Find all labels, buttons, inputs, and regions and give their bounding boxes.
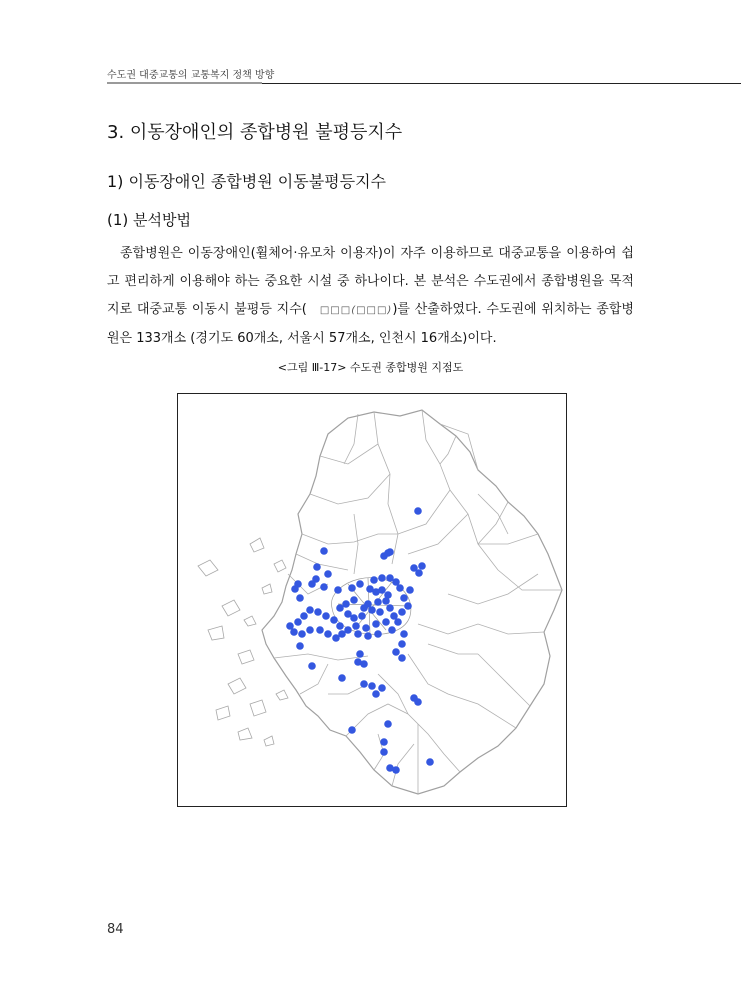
hospital-point bbox=[378, 574, 386, 582]
hospital-point bbox=[360, 680, 368, 688]
hospital-point bbox=[356, 580, 364, 588]
hospital-point bbox=[386, 604, 394, 612]
hospital-point bbox=[356, 650, 364, 658]
hospital-point bbox=[291, 585, 299, 593]
subsection-title: 1) 이동장애인 종합병원 이동불평등지수 bbox=[107, 172, 386, 191]
hospital-point bbox=[322, 612, 330, 620]
hospital-point bbox=[380, 738, 388, 746]
body-text-after: )를 산출하였다. 수도권에 위치하는 종합병원은 133개소 (경기도 60개소, 서울시 57개소, 인천시 16개소)이다. bbox=[107, 302, 634, 346]
hospital-point bbox=[300, 612, 308, 620]
hospital-point bbox=[330, 616, 338, 624]
hospital-point bbox=[418, 562, 426, 570]
hospital-point bbox=[398, 654, 406, 662]
running-header: 수도권 대중교통의 교통복지 정책 방향 bbox=[107, 70, 275, 81]
hospital-point bbox=[298, 630, 306, 638]
hospital-point bbox=[414, 698, 422, 706]
hospital-point bbox=[320, 547, 328, 555]
hospital-point bbox=[338, 674, 346, 682]
page-number: 84 bbox=[107, 922, 124, 937]
hospital-point bbox=[348, 584, 356, 592]
hospital-point bbox=[380, 748, 388, 756]
hospital-location-map bbox=[177, 393, 567, 807]
hospital-point bbox=[398, 608, 406, 616]
hospital-point bbox=[426, 758, 434, 766]
map-canvas bbox=[178, 394, 566, 806]
hospital-point bbox=[336, 622, 344, 630]
hospital-point bbox=[392, 766, 400, 774]
body-text-before: 종합병원은 이동장애인(휠체어·유모차 이용자)이 자주 이용하므로 대중교통을 이용하여 쉽고 편리하게 이용해야 하는 중요한 시설 중 하나이다. 본 분석은 수도권에서 종합병원을 목적지로 대중교통 이동시 불평등 지수( bbox=[107, 246, 634, 317]
hospital-point bbox=[378, 684, 386, 692]
hospital-point bbox=[388, 626, 396, 634]
hospital-point bbox=[338, 630, 346, 638]
hospital-point bbox=[306, 606, 314, 614]
hospital-point bbox=[296, 594, 304, 602]
hospital-point bbox=[316, 626, 324, 634]
hospital-point bbox=[364, 632, 372, 640]
hospital-point bbox=[368, 682, 376, 690]
hospital-point bbox=[290, 628, 298, 636]
hospital-point bbox=[372, 690, 380, 698]
header-rule bbox=[262, 83, 741, 84]
hospital-point bbox=[360, 604, 368, 612]
hospital-point bbox=[382, 597, 390, 605]
hospital-point bbox=[386, 574, 394, 582]
section-title: 3. 이동장애인의 종합병원 불평등지수 bbox=[107, 122, 403, 143]
hospital-point bbox=[374, 630, 382, 638]
hospital-point bbox=[374, 598, 382, 606]
hospital-point bbox=[382, 618, 390, 626]
hospital-point bbox=[308, 580, 316, 588]
hospital-point bbox=[404, 602, 412, 610]
hospital-point bbox=[334, 586, 342, 594]
hospital-point bbox=[360, 660, 368, 668]
hospital-point bbox=[406, 586, 414, 594]
hospital-point bbox=[308, 662, 316, 670]
hospital-point bbox=[362, 624, 370, 632]
hospital-point bbox=[313, 563, 321, 571]
hospital-point bbox=[386, 548, 394, 556]
hospital-point bbox=[324, 570, 332, 578]
hospital-point bbox=[400, 630, 408, 638]
hospital-point bbox=[370, 576, 378, 584]
hospital-point bbox=[415, 569, 423, 577]
hospital-point bbox=[350, 596, 358, 604]
hospital-point bbox=[354, 630, 362, 638]
hospital-point bbox=[350, 614, 358, 622]
hospital-point bbox=[358, 612, 366, 620]
hospital-point bbox=[398, 640, 406, 648]
header-rule-accent bbox=[107, 82, 262, 84]
hospital-point bbox=[400, 594, 408, 602]
inequality-index-formula: □□□(□□□) bbox=[319, 305, 393, 316]
subsubsection-title: (1) 분석방법 bbox=[107, 211, 191, 229]
hospital-point bbox=[352, 622, 360, 630]
hospital-point bbox=[336, 604, 344, 612]
hospital-point bbox=[384, 720, 392, 728]
hospital-point bbox=[378, 586, 386, 594]
hospital-point bbox=[324, 630, 332, 638]
hospital-point bbox=[294, 618, 302, 626]
hospital-point bbox=[414, 507, 422, 515]
hospital-point bbox=[372, 620, 380, 628]
hospital-point bbox=[376, 608, 384, 616]
hospital-point bbox=[296, 642, 304, 650]
hospital-point bbox=[394, 618, 402, 626]
body-paragraph bbox=[107, 240, 634, 353]
capital-region-outline bbox=[262, 410, 562, 794]
figure-caption: <그림 Ⅲ-17> 수도권 종합병원 지점도 bbox=[277, 361, 464, 374]
hospital-point bbox=[314, 608, 322, 616]
hospital-point bbox=[320, 583, 328, 591]
hospital-point bbox=[348, 726, 356, 734]
hospital-point bbox=[368, 606, 376, 614]
hospital-point bbox=[306, 626, 314, 634]
hospital-point bbox=[392, 648, 400, 656]
